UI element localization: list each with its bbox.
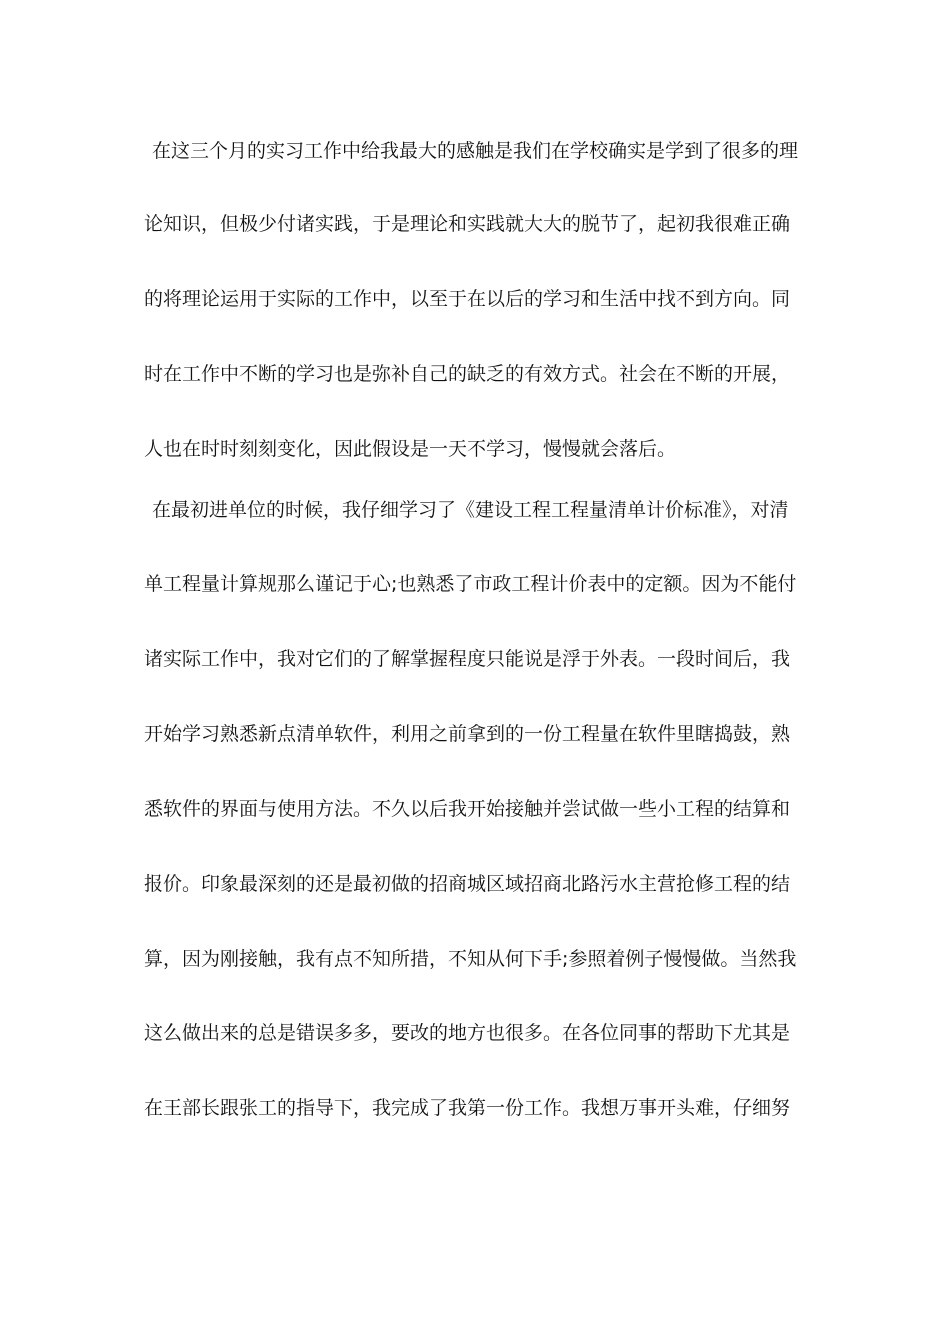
paragraph-1-line-5: 人也在时时刻刻变化，因此假设是一天不学习，慢慢就会落后。	[144, 438, 677, 460]
paragraph-1-line-4: 时在工作中不断的学习也是弥补自己的缺乏的有效方式。社会在不断的开展，	[144, 363, 791, 385]
paragraph-1-line-3: 的将理论运用于实际的工作中，以至于在以后的学习和生活中找不到方向。同	[144, 288, 791, 310]
paragraph-2-line-3: 诸实际工作中，我对它们的了解掌握程度只能说是浮于外表。一段时间后，我	[144, 648, 791, 670]
paragraph-1-line-2: 论知识，但极少付诸实践，于是理论和实践就大大的脱节了，起初我很难正确	[144, 213, 791, 235]
paragraph-2-line-1: 在最初进单位的时候，我仔细学习了《建设工程工程量清单计价标准》，对清	[152, 499, 789, 521]
paragraph-2-line-5: 悉软件的界面与使用方法。不久以后我开始接触并尝试做一些小工程的结算和	[144, 798, 791, 820]
paragraph-2-line-2: 单工程量计算规那么谨记于心;也熟悉了市政工程计价表中的定额。因为不能付	[144, 573, 797, 595]
paragraph-2-line-7: 算，因为刚接触，我有点不知所措，不知从何下手;参照着例子慢慢做。当然我	[144, 948, 797, 970]
paragraph-1-line-1: 在这三个月的实习工作中给我最大的感触是我们在学校确实是学到了很多的理	[152, 140, 799, 162]
paragraph-2-line-4: 开始学习熟悉新点清单软件，利用之前拿到的一份工程量在软件里瞎捣鼓，熟	[144, 723, 791, 745]
paragraph-2-line-6: 报价。印象最深刻的还是最初做的招商城区域招商北路污水主营抢修工程的结	[144, 873, 791, 895]
paragraph-2-line-9: 在王部长跟张工的指导下，我完成了我第一份工作。我想万事开头难，仔细努	[144, 1097, 791, 1119]
paragraph-2-line-8: 这么做出来的总是错误多多，要改的地方也很多。在各位同事的帮助下尤其是	[144, 1022, 791, 1044]
